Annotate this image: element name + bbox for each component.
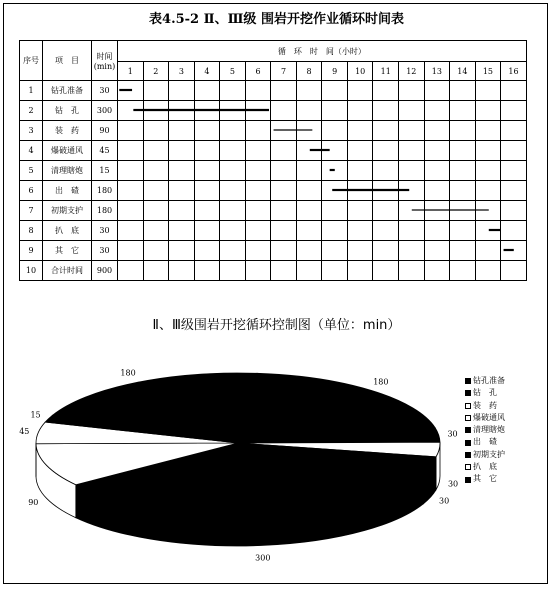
gantt-cell bbox=[475, 201, 501, 221]
gantt-cell bbox=[501, 161, 527, 181]
gantt-cell bbox=[245, 81, 271, 101]
gantt-cell bbox=[143, 181, 169, 201]
table-row bbox=[20, 141, 527, 161]
gantt-cell bbox=[220, 241, 246, 261]
gantt-cell bbox=[373, 201, 399, 221]
gantt-cell bbox=[322, 221, 348, 241]
gantt-cell bbox=[347, 141, 373, 161]
gantt-cell bbox=[296, 201, 322, 221]
gantt-cell bbox=[245, 141, 271, 161]
gantt-cell bbox=[245, 121, 271, 141]
legend-swatch bbox=[465, 477, 471, 483]
row-duration: 900 bbox=[92, 261, 118, 281]
gantt-cell bbox=[118, 261, 144, 281]
gantt-cell bbox=[118, 221, 144, 241]
gantt-cell bbox=[501, 121, 527, 141]
row-duration: 30 bbox=[92, 241, 118, 261]
gantt-cell bbox=[271, 141, 297, 161]
row-number: 8 bbox=[20, 221, 43, 241]
gantt-bar-segment bbox=[144, 101, 169, 119]
gantt-cell bbox=[118, 161, 144, 181]
gantt-bar-segment bbox=[246, 101, 271, 119]
row-task-name: 合计时间 bbox=[43, 261, 92, 281]
hour-header-9: 9 bbox=[322, 62, 348, 81]
row-duration: 30 bbox=[92, 81, 118, 101]
legend-swatch bbox=[465, 427, 471, 433]
gantt-cell bbox=[194, 181, 220, 201]
gantt-cell bbox=[220, 201, 246, 221]
gantt-cell bbox=[194, 141, 220, 161]
pie-data-label: 45 bbox=[19, 427, 30, 437]
gantt-cell bbox=[169, 161, 195, 181]
gantt-cell bbox=[271, 261, 297, 281]
legend-label: 钻孔准备 bbox=[473, 376, 505, 385]
gantt-cell bbox=[399, 101, 425, 121]
gantt-cell bbox=[322, 141, 348, 161]
legend-swatch bbox=[465, 378, 471, 384]
gantt-cell bbox=[143, 221, 169, 241]
gantt-cell bbox=[424, 101, 450, 121]
gantt-cell bbox=[245, 161, 271, 181]
table-title: 表4.5-2 Ⅱ、Ⅲ级 围岩开挖作业循环时间表 bbox=[149, 12, 404, 27]
pie-chart-title: Ⅱ、Ⅲ级围岩开挖循环控制图（单位：min） bbox=[152, 318, 401, 333]
legend-item bbox=[465, 412, 527, 424]
gantt-bar-segment bbox=[297, 141, 322, 159]
gantt-cell bbox=[194, 201, 220, 221]
gantt-cell bbox=[424, 241, 450, 261]
gantt-cell bbox=[347, 101, 373, 121]
gantt-cell bbox=[373, 241, 399, 261]
table-row bbox=[20, 221, 527, 241]
gantt-cell bbox=[450, 221, 476, 241]
pie-data-label: 15 bbox=[30, 410, 41, 420]
gantt-bar-segment bbox=[348, 181, 373, 199]
gantt-cell bbox=[373, 261, 399, 281]
gantt-cell bbox=[347, 241, 373, 261]
gantt-bar-segment bbox=[322, 161, 347, 179]
gantt-bar-segment bbox=[297, 121, 322, 139]
gantt-cell bbox=[271, 101, 297, 121]
gantt-cell bbox=[373, 121, 399, 141]
gantt-cell bbox=[475, 81, 501, 101]
gantt-cell bbox=[271, 121, 297, 141]
gantt-cell bbox=[296, 261, 322, 281]
gantt-cell bbox=[322, 261, 348, 281]
gantt-cell bbox=[169, 121, 195, 141]
pie-legend bbox=[465, 375, 527, 486]
gantt-cell bbox=[296, 221, 322, 241]
gantt-cell bbox=[424, 81, 450, 101]
gantt-cell bbox=[501, 181, 527, 201]
gantt-cell bbox=[194, 161, 220, 181]
pie-data-label: 30 bbox=[439, 496, 450, 506]
legend-item bbox=[465, 424, 527, 436]
gantt-cell bbox=[501, 141, 527, 161]
legend-item bbox=[465, 375, 527, 387]
gantt-cell bbox=[220, 121, 246, 141]
gantt-cell bbox=[194, 241, 220, 261]
hour-header-16: 16 bbox=[501, 62, 527, 81]
hour-header-3: 3 bbox=[169, 62, 195, 81]
gantt-cell bbox=[245, 261, 271, 281]
gantt-cell bbox=[424, 201, 450, 221]
pie-data-label: 30 bbox=[447, 429, 458, 439]
row-task-name: 其 它 bbox=[43, 241, 92, 261]
gantt-bar-segment bbox=[195, 101, 220, 119]
gantt-cell bbox=[450, 241, 476, 261]
gantt-bar-segment bbox=[476, 221, 501, 239]
gantt-cell bbox=[322, 81, 348, 101]
table-row bbox=[20, 261, 527, 281]
hour-header-12: 12 bbox=[399, 62, 425, 81]
legend-swatch bbox=[465, 440, 471, 446]
gantt-cell bbox=[169, 81, 195, 101]
gantt-bar-segment bbox=[322, 181, 347, 199]
row-duration: 300 bbox=[92, 101, 118, 121]
gantt-cell bbox=[169, 241, 195, 261]
gantt-cell bbox=[296, 121, 322, 141]
gantt-cell bbox=[347, 161, 373, 181]
gantt-cell bbox=[373, 161, 399, 181]
gantt-cell bbox=[271, 81, 297, 101]
gantt-cell bbox=[194, 101, 220, 121]
gantt-cell bbox=[450, 261, 476, 281]
gantt-cell bbox=[220, 81, 246, 101]
table-row bbox=[20, 241, 527, 261]
gantt-cell bbox=[424, 221, 450, 241]
gantt-cell bbox=[169, 201, 195, 221]
gantt-cell bbox=[450, 201, 476, 221]
gantt-cell bbox=[245, 241, 271, 261]
gantt-cell bbox=[271, 161, 297, 181]
legend-label: 钻 孔 bbox=[473, 388, 497, 398]
pie-data-label: 30 bbox=[447, 479, 459, 489]
gantt-cell bbox=[399, 261, 425, 281]
gantt-cell bbox=[475, 161, 501, 181]
gantt-bar-segment bbox=[476, 201, 501, 219]
gantt-cell bbox=[194, 261, 220, 281]
gantt-bar-segment bbox=[450, 201, 475, 219]
gantt-cell bbox=[220, 101, 246, 121]
table-row bbox=[20, 121, 527, 141]
table-row bbox=[20, 81, 527, 101]
gantt-cell bbox=[118, 141, 144, 161]
gantt-cell bbox=[118, 81, 144, 101]
gantt-cell bbox=[399, 201, 425, 221]
gantt-cell bbox=[220, 161, 246, 181]
gantt-cell bbox=[118, 201, 144, 221]
gantt-cell bbox=[169, 181, 195, 201]
gantt-cell bbox=[296, 141, 322, 161]
row-duration: 180 bbox=[92, 181, 118, 201]
gantt-cell bbox=[220, 221, 246, 241]
table-row bbox=[20, 181, 527, 201]
gantt-cell bbox=[296, 81, 322, 101]
header-time-label: 时间 bbox=[96, 51, 113, 61]
legend-item bbox=[465, 461, 527, 473]
legend-swatch bbox=[465, 464, 471, 470]
row-task-name: 钻 孔 bbox=[43, 101, 92, 121]
legend-swatch bbox=[465, 415, 471, 421]
legend-swatch bbox=[465, 403, 471, 409]
gantt-cell bbox=[347, 261, 373, 281]
gantt-cell bbox=[296, 161, 322, 181]
row-duration: 45 bbox=[92, 141, 118, 161]
gantt-bar-segment bbox=[399, 181, 424, 199]
hour-header-4: 4 bbox=[194, 62, 220, 81]
gantt-cell bbox=[271, 181, 297, 201]
row-task-name: 扒 底 bbox=[43, 221, 92, 241]
gantt-cell bbox=[169, 221, 195, 241]
gantt-cell bbox=[143, 241, 169, 261]
gantt-cell bbox=[322, 121, 348, 141]
legend-label: 装 药 bbox=[473, 400, 497, 410]
gantt-cell bbox=[501, 261, 527, 281]
hour-header-13: 13 bbox=[424, 62, 450, 81]
gantt-cell bbox=[399, 121, 425, 141]
gantt-bar-segment bbox=[425, 201, 450, 219]
legend-item bbox=[465, 449, 527, 461]
gantt-cell bbox=[373, 181, 399, 201]
row-duration: 30 bbox=[92, 221, 118, 241]
legend-label: 出 碴 bbox=[473, 437, 497, 447]
gantt-cell bbox=[194, 221, 220, 241]
gantt-cell bbox=[501, 81, 527, 101]
gantt-cell bbox=[296, 241, 322, 261]
row-number: 4 bbox=[20, 141, 43, 161]
gantt-cell bbox=[450, 101, 476, 121]
gantt-cell bbox=[143, 121, 169, 141]
gantt-cell bbox=[399, 181, 425, 201]
gantt-cell bbox=[143, 101, 169, 121]
gantt-cell bbox=[399, 241, 425, 261]
row-number: 5 bbox=[20, 161, 43, 181]
gantt-cell bbox=[475, 221, 501, 241]
gantt-bar-segment bbox=[118, 81, 143, 99]
gantt-cell bbox=[373, 221, 399, 241]
gantt-cell bbox=[450, 121, 476, 141]
gantt-bar-segment bbox=[220, 101, 245, 119]
hour-header-2: 2 bbox=[143, 62, 169, 81]
hour-header-15: 15 bbox=[475, 62, 501, 81]
legend-item bbox=[465, 473, 527, 485]
gantt-cell bbox=[501, 101, 527, 121]
gantt-cell bbox=[501, 221, 527, 241]
gantt-bar-segment bbox=[501, 241, 526, 259]
gantt-cell bbox=[322, 181, 348, 201]
gantt-cell bbox=[424, 161, 450, 181]
gantt-cell bbox=[475, 141, 501, 161]
gantt-cell bbox=[271, 201, 297, 221]
legend-item bbox=[465, 436, 527, 448]
legend-label: 初期支护 bbox=[473, 449, 505, 459]
row-number: 1 bbox=[20, 81, 43, 101]
hour-header-8: 8 bbox=[296, 62, 322, 81]
gantt-cell bbox=[245, 181, 271, 201]
gantt-cell bbox=[450, 181, 476, 201]
gantt-cell bbox=[296, 101, 322, 121]
gantt-cell bbox=[296, 181, 322, 201]
gantt-cell bbox=[399, 161, 425, 181]
gantt-cell bbox=[322, 161, 348, 181]
row-duration: 180 bbox=[92, 201, 118, 221]
gantt-cell bbox=[475, 101, 501, 121]
gantt-cell bbox=[143, 141, 169, 161]
gantt-bar-segment bbox=[399, 201, 424, 219]
row-task-name: 装 药 bbox=[43, 121, 92, 141]
gantt-cell bbox=[118, 101, 144, 121]
header-time bbox=[92, 41, 118, 81]
legend-swatch bbox=[465, 452, 471, 458]
gantt-cell bbox=[450, 161, 476, 181]
gantt-cell bbox=[322, 241, 348, 261]
gantt-cell bbox=[347, 121, 373, 141]
gantt-cell bbox=[424, 141, 450, 161]
gantt-cell bbox=[399, 221, 425, 241]
gantt-cell bbox=[245, 221, 271, 241]
row-number: 9 bbox=[20, 241, 43, 261]
legend-label: 扒 底 bbox=[473, 462, 497, 472]
gantt-cell bbox=[143, 161, 169, 181]
row-task-name: 爆破通风 bbox=[43, 141, 92, 161]
table-row bbox=[20, 161, 527, 181]
row-number: 10 bbox=[20, 261, 43, 281]
header-item: 项 目 bbox=[43, 41, 92, 81]
gantt-cell bbox=[373, 141, 399, 161]
gantt-bar-segment bbox=[118, 101, 143, 119]
legend-swatch bbox=[465, 390, 471, 396]
row-task-name: 清理瞎炮 bbox=[43, 161, 92, 181]
gantt-cell bbox=[475, 121, 501, 141]
legend-label: 清理瞎炮 bbox=[473, 425, 505, 435]
gantt-cell bbox=[450, 141, 476, 161]
legend-label: 其 它 bbox=[473, 474, 497, 484]
gantt-cell bbox=[245, 201, 271, 221]
gantt-cell bbox=[118, 181, 144, 201]
legend-item bbox=[465, 387, 527, 399]
gantt-cell bbox=[220, 261, 246, 281]
gantt-cell bbox=[475, 181, 501, 201]
header-cycle-span: 循 环 时 间（小时） bbox=[118, 41, 527, 62]
gantt-cell bbox=[424, 261, 450, 281]
hour-header-6: 6 bbox=[245, 62, 271, 81]
pie-data-label: 180 bbox=[120, 368, 136, 378]
table-row bbox=[20, 101, 527, 121]
pie-data-label: 300 bbox=[255, 553, 271, 563]
gantt-cell bbox=[347, 81, 373, 101]
gantt-cell bbox=[399, 141, 425, 161]
cycle-time-table bbox=[19, 40, 527, 281]
header-time-unit: (min) bbox=[93, 61, 116, 71]
gantt-cell bbox=[118, 241, 144, 261]
gantt-cell bbox=[475, 241, 501, 261]
gantt-cell bbox=[424, 121, 450, 141]
gantt-cell bbox=[424, 181, 450, 201]
row-number: 3 bbox=[20, 121, 43, 141]
row-task-name: 初期支护 bbox=[43, 201, 92, 221]
hour-header-11: 11 bbox=[373, 62, 399, 81]
gantt-cell bbox=[501, 241, 527, 261]
hour-header-7: 7 bbox=[271, 62, 297, 81]
gantt-cell bbox=[347, 221, 373, 241]
gantt-cell bbox=[373, 101, 399, 121]
gantt-cell bbox=[475, 261, 501, 281]
hour-header-5: 5 bbox=[220, 62, 246, 81]
gantt-bar-segment bbox=[373, 181, 398, 199]
gantt-cell bbox=[169, 101, 195, 121]
gantt-cell bbox=[245, 101, 271, 121]
gantt-cell bbox=[399, 81, 425, 101]
gantt-cell bbox=[118, 121, 144, 141]
gantt-bar-segment bbox=[271, 121, 296, 139]
gantt-cell bbox=[322, 201, 348, 221]
pie-data-label: 90 bbox=[28, 498, 39, 508]
legend-item bbox=[465, 400, 527, 412]
gantt-cell bbox=[373, 81, 399, 101]
pie-data-label: 180 bbox=[373, 377, 389, 387]
hour-header-1: 1 bbox=[118, 62, 144, 81]
row-number: 6 bbox=[20, 181, 43, 201]
gantt-cell bbox=[194, 81, 220, 101]
table-row bbox=[20, 201, 527, 221]
row-task-name: 钻孔准备 bbox=[43, 81, 92, 101]
gantt-bar-segment bbox=[169, 101, 194, 119]
gantt-cell bbox=[220, 141, 246, 161]
gantt-cell bbox=[169, 141, 195, 161]
gantt-cell bbox=[347, 201, 373, 221]
gantt-cell bbox=[143, 201, 169, 221]
gantt-cell bbox=[501, 201, 527, 221]
row-number: 2 bbox=[20, 101, 43, 121]
gantt-cell bbox=[322, 101, 348, 121]
hour-header-14: 14 bbox=[450, 62, 476, 81]
gantt-cell bbox=[271, 241, 297, 261]
gantt-cell bbox=[194, 121, 220, 141]
gantt-cell bbox=[271, 221, 297, 241]
header-seq: 序号 bbox=[20, 41, 43, 81]
gantt-cell bbox=[143, 81, 169, 101]
gantt-cell bbox=[220, 181, 246, 201]
gantt-cell bbox=[347, 181, 373, 201]
row-task-name: 出 碴 bbox=[43, 181, 92, 201]
row-duration: 15 bbox=[92, 161, 118, 181]
row-number: 7 bbox=[20, 201, 43, 221]
gantt-cell bbox=[450, 81, 476, 101]
gantt-cell bbox=[169, 261, 195, 281]
gantt-cell bbox=[143, 261, 169, 281]
hour-header-10: 10 bbox=[347, 62, 373, 81]
gantt-bar-segment bbox=[322, 141, 347, 159]
row-duration: 90 bbox=[92, 121, 118, 141]
legend-label: 爆破通风 bbox=[473, 412, 505, 422]
